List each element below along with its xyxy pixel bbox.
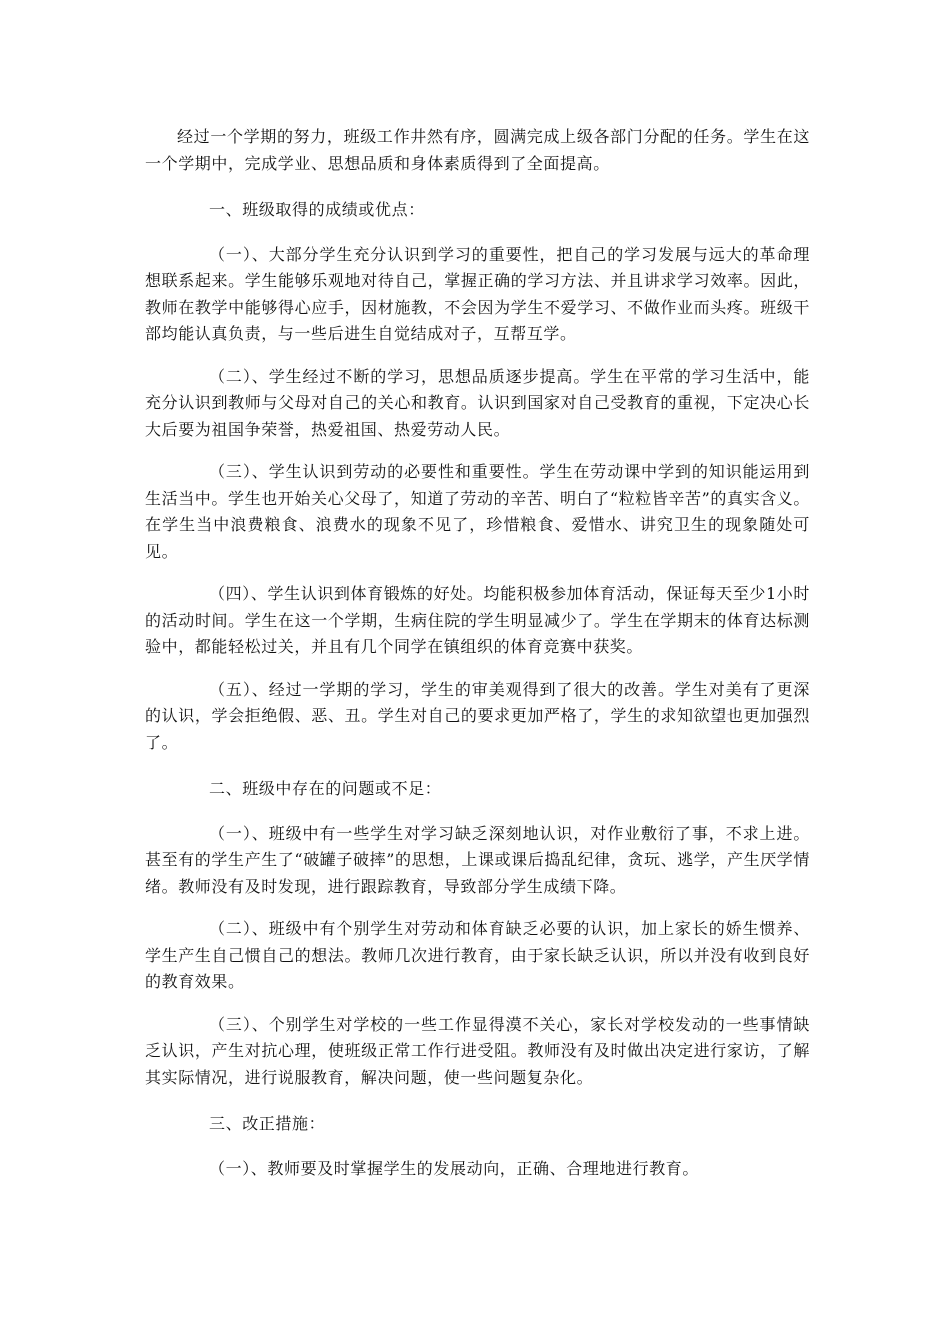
section3-heading: 三、改正措施： [209,1114,326,1133]
section1-item-2: （二）、学生经过不断的学习，思想品质逐步提高。学生在平常的学习生活中，能充分认识到教师与父母对自己的关心和教育。认识到国家对自己受教育的重视，下定决心长大后要为祖国争荣誉，热爱祖国、热爱劳动人民。 [145,366,810,439]
section2-item-2: （二）、班级中有个别学生对劳动和体育缺乏必要的认识，加上家长的娇生惯养、学生产生自己惯自己的想法。教师几次进行教育，由于家长缺乏认识，所以并没有收到良好的教育效果。 [145,919,810,991]
document-page [145,124,810,1182]
section3-item-1: （一）、教师要及时掌握学生的发展动向，正确、合理地进行教育。 [209,1158,700,1178]
section2-item-3: （三）、个别学生对学校的一些工作显得漠不关心，家长对学校发动的一些事情缺乏认识，产生对抗心理，使班级正常工作行进受阻。教师没有及时做出决定进行家访，了解其实际情况，进行说服教育，解决问题，使一些问题复杂化。 [145,1014,810,1087]
section1-heading: 一、班级取得的成绩或优点： [209,200,425,219]
section1-item-3: （三）、学生认识到劳动的必要性和重要性。学生在劳动课中学到的知识能运用到生活当中。学生也开始关心父母了，知道了劳动的辛苦、明白了“粒粒皆辛苦”的真实含义。在学生当中浪费粮食、浪费水的现象不见了，珍惜粮食、爱惜水、讲究卫生的现象随处可见。 [145,462,810,561]
section1-item-5: （五）、经过一学期的学习，学生的审美观得到了很大的改善。学生对美有了更深的认识，学会拒绝假、恶、丑。学生对自己的要求更加严格了，学生的求知欲望也更加强烈了。 [145,679,810,752]
intro-paragraph: 经过一个学期的努力，班级工作井然有序，圆满完成上级各部门分配的任务。学生在这一个学期中，完成学业、思想品质和身体素质得到了全面提高。 [145,127,810,173]
section2-item-1: （一）、班级中有一些学生对学习缺乏深刻地认识，对作业敷衍了事，不求上进。甚至有的学生产生了“破罐子破摔”的思想，上课或课后捣乱纪律，贪玩、逃学，产生厌学情绪。教师没有及时发现，进行跟踪教育，导致部分学生成绩下降。 [145,823,810,896]
section1-item-1: （一）、大部分学生充分认识到学习的重要性，把自己的学习发展与远大的革命理想联系起来。学生能够乐观地对待自己，掌握正确的学习方法、并且讲求学习效率。因此，教师在教学中能够得心应手，因材施教，不会因为学生不爱学习、不做作业而头疼。班级干部均能认真负责，与一些后进生自觉结成对子，互帮互学。 [145,244,810,343]
section2-heading: 二、班级中存在的问题或不足： [209,779,442,798]
section1-item-4: （四）、学生认识到体育锻炼的好处。均能积极参加体育活动，保证每天至少1小时的活动时间。学生在这一个学期，生病住院的学生明显减少了。学生在学期末的体育达标测验中，都能轻松过关，并且有几个同学在镇组织的体育竞赛中获奖。 [145,584,810,656]
